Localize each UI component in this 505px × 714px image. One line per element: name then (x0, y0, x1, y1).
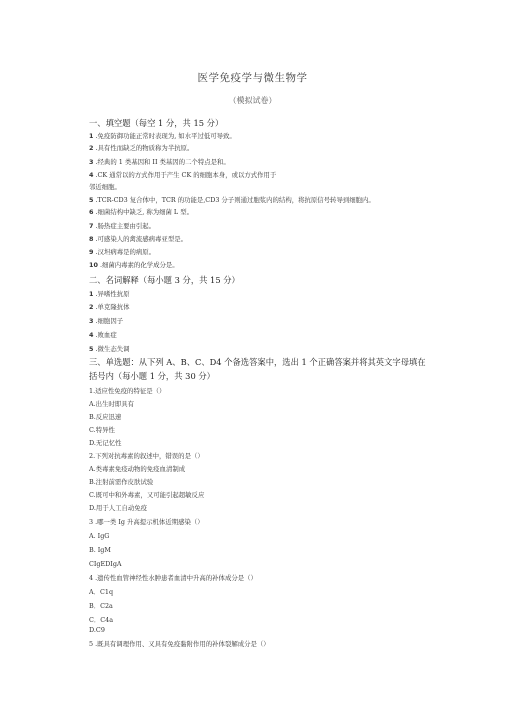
exam-subtitle: （模拟试卷） (228, 96, 277, 105)
option: B. IgM (89, 546, 111, 554)
option: D.用于人工自动免疫 (89, 504, 148, 512)
question: 1.适应性免疫的特征是（） (89, 387, 166, 395)
term-item: 3 .细胞因子 (89, 317, 124, 325)
fill-item: 3 .经典的 1 类基因和 II 类基因的二个特点是和。 (89, 158, 230, 166)
option: D.无记忆性 (89, 439, 122, 447)
fill-item: 7 .肠热症主要由引起。 (89, 222, 156, 230)
question: 2.下列对抗毒素的叙述中，错误的是（） (89, 452, 204, 460)
option: D.C9 (89, 626, 105, 634)
fill-item-continued: 邻近细胞。 (89, 183, 121, 191)
term-item: 5 .微生态失调 (89, 345, 130, 353)
exam-title: 医学免疫学与微生物学 (197, 72, 308, 84)
option: C.既可中和外毒素，又可能引起超敏反应 (89, 491, 205, 499)
option: CIgEDIgA (89, 560, 122, 568)
option: C．C4a (89, 616, 114, 624)
question: 4 .遗传性血管神经性水肿患者血清中升高的补体成分是（） (89, 574, 257, 582)
question: 5 .既具有调理作用、又具有免疫黏附作用的补体裂解成分是（） (89, 640, 270, 648)
option: B.反应迅速 (89, 413, 122, 421)
option: A.出生时即具有 (89, 400, 134, 408)
option: B．C2a (89, 602, 113, 610)
section3-heading-cont: 括号内（每小题 1 分，共 30 分） (89, 371, 215, 381)
option: C.特异性 (89, 426, 115, 434)
term-item: 4 .败血症 (89, 331, 117, 339)
fill-item: 6 .细菌结构中缺乏, 称为细菌 L 型。 (89, 208, 193, 216)
option: A. IgG (89, 532, 110, 540)
fill-item: 4 .CK 通常以的方式作用于产生 CK 的细胞本身，或以方式作用于 (89, 171, 277, 179)
fill-item: 10 .细菌内毒素的化学成分是。 (89, 261, 179, 269)
option: A．C1q (89, 588, 114, 596)
fill-item: 9 .汉坦病毒是的病原。 (89, 248, 156, 256)
fill-item: 5 .TCR-CD3 复合体中，TCR 的功能是,CD3 分子则通过胞浆内的结构，将抗原信号转导到细胞内。 (89, 196, 375, 204)
section1-heading: 一、填空题（每空 1 分，共 15 分） (89, 118, 224, 128)
section3-heading: 三、单选题：从下列 A、B、C、D4 个备选答案中，选出 1 个正确答案并将其英文字母填在 (89, 357, 426, 367)
option: B.注射前需作皮肤试验 (89, 478, 154, 486)
term-item: 2 .单克隆抗体 (89, 303, 130, 311)
question: 3 .哪一类 Ig 升高提示机体近期感染（） (89, 518, 204, 526)
option: A.类毒素免疫动物的免疫血清制成 (89, 465, 186, 473)
section2-heading: 二、名词解释（每小题 3 分，共 15 分） (89, 275, 240, 285)
fill-item: 2 .具有性而缺乏的物质称为半抗原。 (89, 144, 194, 152)
fill-item: 8 .可感染人的禽流感病毒亚型是。 (89, 235, 187, 243)
fill-item: 1 .免疫防御功能正常时表现为, 如水平过低可导致。 (89, 132, 236, 140)
term-item: 1 .异嗜性抗原 (89, 290, 130, 298)
